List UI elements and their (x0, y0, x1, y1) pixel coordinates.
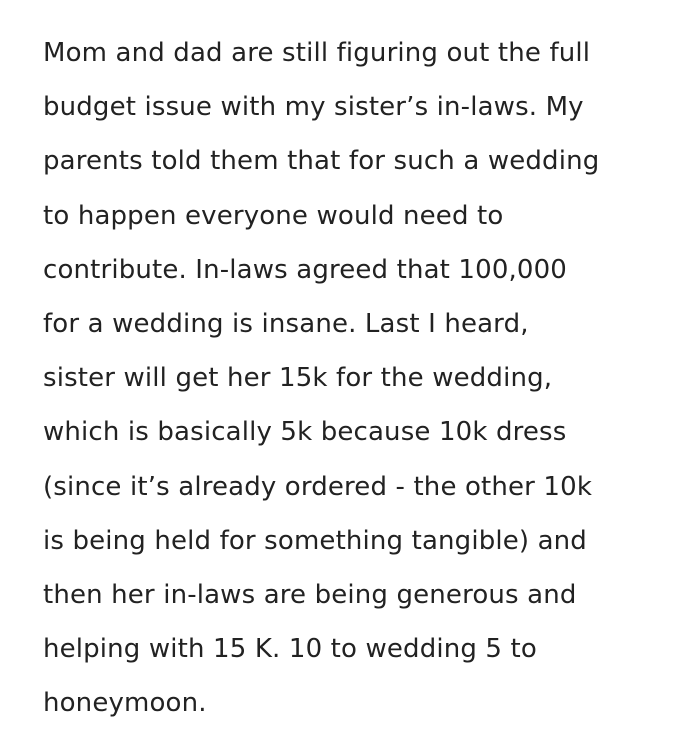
text-line: contribute. In-laws agreed that 100,000 (43, 254, 567, 285)
text-line: helping with 15 K. 10 to wedding 5 to (43, 634, 537, 665)
text-line: for a wedding is insane. Last I heard, (43, 309, 529, 340)
text-line: is being held for something tangible) and (43, 525, 587, 556)
text-line: sister will get her 15k for the wedding, (43, 363, 553, 394)
text-line: which is basically 5k because 10k dress (43, 417, 567, 448)
post-text (43, 26, 683, 731)
text-line: (since it’s already ordered - the other 10k (43, 471, 593, 502)
text-line: Mom and dad are still figuring out the full (43, 38, 591, 68)
text-line: budget issue with my sister’s in-laws. My (43, 92, 584, 123)
text-line: to happen everyone would need to (43, 200, 504, 231)
text-line: then her in-laws are being generous and (43, 580, 577, 611)
text-line: honeymoon. (43, 688, 207, 719)
text-line: parents told them that for such a wedding (43, 146, 600, 177)
